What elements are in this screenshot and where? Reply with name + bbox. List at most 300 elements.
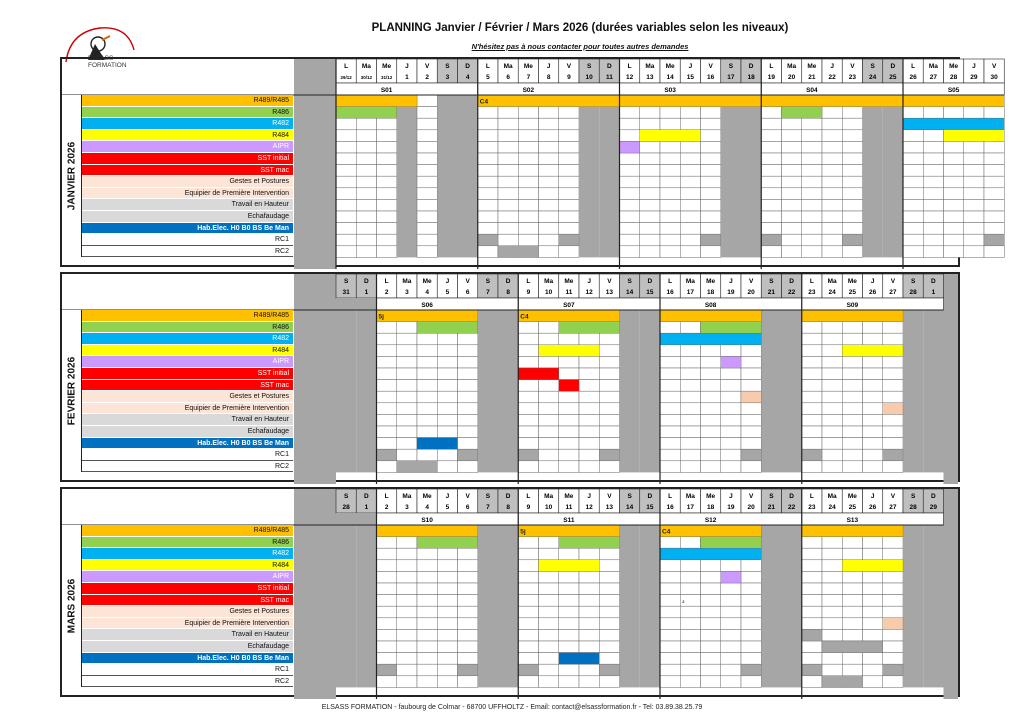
grid-cell [518,130,538,142]
day-number: 8 [506,289,510,296]
grid-cell [903,130,923,142]
grid-cell [923,246,943,258]
grid-cell [842,403,862,415]
grid-cell [822,211,842,223]
day-letter: L [809,493,814,500]
weekend-column [620,525,640,687]
session-note: 2 [682,599,685,605]
grid-cell [701,199,721,211]
footer-contact: ELSASS FORMATION - faubourg de Colmar - 68700 UFFHOLTZ - Email: contact@elsassformation.fr - Tel: 03.89.38.25.79 [321,704,703,711]
grid-cell [761,107,781,119]
grid-cell [660,461,680,473]
grid-cell [579,548,599,560]
grid-cell [680,414,700,426]
grid-cell [417,676,437,688]
day-number: 2 [384,289,389,296]
grid-cell [377,641,397,653]
grid-cell [660,449,680,461]
grid-cell [802,414,822,426]
grid-cell [478,153,498,165]
grid-cell [822,595,842,607]
grid-cell [377,461,397,473]
day-letter: V [708,63,713,70]
day-letter: J [688,63,693,70]
day-letter: J [870,278,875,285]
grid-cell [863,548,883,560]
weekend-column [498,525,518,687]
grid-cell [741,641,761,653]
grid-cell [417,641,437,653]
grid-cell [518,438,538,450]
grid-cell [701,449,721,461]
grid-cell [964,141,984,153]
grid-cell [559,438,579,450]
week-header [802,513,944,525]
session-bar [417,537,478,549]
grid-cell [437,676,457,688]
grid-cell [660,223,680,235]
grid-cell [802,380,822,392]
grid-cell [539,403,559,415]
grid-cell [518,188,538,200]
day-letter: V [748,278,754,285]
grid-cell [923,153,943,165]
grid-cell [397,583,417,595]
grid-cell [984,188,1004,200]
day-letter: J [445,493,450,500]
grid-cell [620,234,640,246]
grid-cell [336,130,356,142]
training-label: R489/R485 [82,95,293,107]
grid-cell [903,107,923,119]
grid-cell [437,595,457,607]
grid-cell [741,618,761,630]
grid-cell [518,153,538,165]
grid-cell [377,188,397,200]
grid-cell [802,356,822,368]
grid-cell [539,246,559,258]
grid-cell [356,153,376,165]
grid-cell [863,391,883,403]
grid-cell [417,629,437,641]
grid-cell [539,188,559,200]
grid-cell [984,223,1004,235]
grid-cell [883,414,903,426]
grid-cell [822,345,842,357]
day-letter: V [465,278,470,285]
day-letter: V [890,278,896,285]
grid-cell [559,211,579,223]
training-label: SST initial [82,153,293,165]
training-label: SST mac [82,380,293,392]
week-header [620,83,762,95]
grid-cell [559,153,579,165]
grid-cell [599,618,619,630]
grid-cell [518,595,538,607]
grid-cell [458,345,478,357]
grid-cell [741,403,761,415]
grid-cell [478,199,498,211]
grid-cell [579,641,599,653]
grid-cell [680,537,700,549]
grid-cell [417,595,437,607]
session-bar [721,356,741,368]
grid-cell [518,223,538,235]
grid-cell [883,356,903,368]
trailing-gap [944,489,959,699]
grid-cell [721,676,741,688]
day-number: 9 [567,74,571,81]
grid-cell [964,107,984,119]
day-number: 14 [626,504,634,511]
grid-cell [458,333,478,345]
grid-cell [741,461,761,473]
day-letter: S [870,63,875,70]
grid-cell [863,438,883,450]
grid-cell [640,176,660,188]
day-number: 15 [646,289,654,296]
grid-cell [579,618,599,630]
grid-cell [822,449,842,461]
grid-cell [660,153,680,165]
day-letter: D [748,63,754,70]
day-number: 14 [666,74,674,81]
grid-cell [822,176,842,188]
session-bar [802,629,822,641]
day-number: 13 [646,74,654,81]
week-label: S13 [846,517,859,524]
grid-cell [458,571,478,583]
training-label: R486 [82,107,293,119]
weekend-column [721,95,741,257]
weekend-column [437,95,457,257]
day-number: 25 [848,289,856,296]
grid-cell [559,414,579,426]
training-label: Echafaudage [82,641,293,653]
grid-cell [559,449,579,461]
day-number: 10 [545,289,553,296]
grid-cell [660,322,680,334]
training-label: RC1 [82,449,293,461]
grid-cell [863,449,883,461]
grid-cell [539,391,559,403]
grid-cell [397,606,417,618]
grid-cell [559,595,579,607]
day-letter: Ma [402,278,412,285]
grid-cell [741,629,761,641]
grid-cell [417,356,437,368]
day-number: 29 [970,74,978,81]
weekend-column [903,525,923,687]
day-number: 17 [686,289,694,296]
grid-cell [863,368,883,380]
grid-cell [579,629,599,641]
grid-cell [336,188,356,200]
session-bar [802,525,903,537]
week-label: S11 [563,517,575,524]
day-letter: Ma [827,278,837,285]
grid-cell [863,403,883,415]
grid-cell [518,414,538,426]
grid-cell [701,391,721,403]
day-number: 13 [605,504,613,511]
grid-cell [883,368,903,380]
month-side-label [62,310,82,472]
grid-cell [680,653,700,665]
session-bar [741,391,761,403]
session-bar [417,322,478,334]
week-header [377,513,519,525]
session-bar [377,310,478,322]
session-bar [782,107,823,119]
grid-cell [782,199,802,211]
grid-cell [599,606,619,618]
grid-cell [802,583,822,595]
grid-cell [498,165,518,177]
grid-cell [478,165,498,177]
week-label: S02 [522,87,535,94]
grid-cell [377,571,397,583]
grid-cell [539,130,559,142]
day-number: 16 [707,74,715,81]
grid-cell [680,153,700,165]
training-label: R486 [82,537,293,549]
grid-cell [336,165,356,177]
grid-cell [964,188,984,200]
training-label: RC1 [82,664,293,676]
week-header [761,83,903,95]
grid-cell [518,356,538,368]
day-number: 26 [909,74,917,81]
grid-cell [336,153,356,165]
day-number: 7 [486,289,490,296]
grid-cell [822,153,842,165]
day-letter: S [769,493,774,500]
grid-cell [944,176,964,188]
grid-cell [599,571,619,583]
grid-cell [802,618,822,630]
logo-text: ELSASS FORMATION [88,55,127,69]
day-number: 19 [727,504,735,511]
gap-column [294,59,336,269]
day-number: 9 [526,289,531,296]
grid-cell [680,211,700,223]
day-letter: V [566,63,572,70]
grid-cell [842,426,862,438]
grid-cell [660,141,680,153]
grid-cell [579,461,599,473]
session-bar [640,130,701,142]
grid-cell [822,664,842,676]
day-letter: Me [665,63,675,70]
grid-cell [701,414,721,426]
grid-cell [518,391,538,403]
grid-cell [701,141,721,153]
session-bar [701,322,762,334]
day-letter: Me [422,493,432,500]
grid-cell [518,606,538,618]
weekend-column [336,310,356,472]
grid-cell [356,141,376,153]
grid-cell [741,368,761,380]
grid-cell [802,234,822,246]
grid-cell [458,583,478,595]
day-number: 30/12 [360,75,373,80]
session-bar [377,664,397,676]
grid-cell [579,438,599,450]
grid-cell [417,345,437,357]
grid-cell [599,426,619,438]
day-number: 6 [506,74,510,81]
day-letter: Me [949,63,959,70]
grid-cell [842,223,862,235]
grid-cell [680,629,700,641]
grid-cell [478,211,498,223]
session-bar [518,664,538,676]
grid-cell [559,118,579,130]
grid-cell [883,426,903,438]
grid-cell [498,188,518,200]
grid-cell [599,414,619,426]
grid-cell [842,414,862,426]
grid-cell [397,676,417,688]
grid-cell [761,176,781,188]
grid-cell [863,606,883,618]
grid-cell [377,176,397,188]
grid-cell [356,130,376,142]
grid-cell [701,188,721,200]
grid-cell [863,380,883,392]
grid-cell [498,141,518,153]
grid-cell [599,380,619,392]
grid-cell [559,641,579,653]
grid-cell [782,234,802,246]
day-number: 15 [686,74,694,81]
grid-cell [701,629,721,641]
grid-cell [377,223,397,235]
grid-cell [923,223,943,235]
grid-cell [377,118,397,130]
grid-cell [903,199,923,211]
day-letter: D [647,278,653,285]
day-number: 27 [889,504,897,511]
grid-cell [417,548,437,560]
grid-cell [559,461,579,473]
grid-cell [680,676,700,688]
grid-cell [701,618,721,630]
day-number: 30 [990,74,998,81]
grid-cell [579,391,599,403]
session-bar [539,345,600,357]
session-bar [802,449,822,461]
grid-cell [863,595,883,607]
day-letter: V [748,493,754,500]
day-number: 28 [909,504,917,511]
day-number: 22 [788,504,796,511]
grid-cell [417,403,437,415]
session-bar [660,548,761,560]
training-label: Equipier de Première Intervention [82,403,293,415]
grid-cell [518,461,538,473]
grid-cell [822,130,842,142]
grid-cell [923,141,943,153]
weekend-column [336,525,356,687]
week-header [377,298,519,310]
day-letter: D [647,493,653,500]
grid-cell [336,246,356,258]
grid-cell [599,403,619,415]
grid-cell [721,345,741,357]
session-bar [741,449,761,461]
grid-cell [417,606,437,618]
session-bar [741,664,761,676]
week-header-gap [336,513,377,525]
grid-cell [539,676,559,688]
grid-cell [680,234,700,246]
session-bar [822,676,863,688]
week-header [336,83,478,95]
grid-cell [458,426,478,438]
day-number: 6 [465,289,470,296]
grid-cell [579,583,599,595]
grid-cell [356,223,376,235]
grid-cell [417,368,437,380]
session-bar [377,449,397,461]
grid-cell [984,246,1004,258]
week-label: S03 [664,87,676,94]
grid-cell [802,606,822,618]
grid-cell [721,368,741,380]
grid-cell [498,211,518,223]
grid-cell [640,153,660,165]
grid-cell [680,438,700,450]
grid-cell [377,368,397,380]
session-bar [397,461,438,473]
grid-cell [518,345,538,357]
grid-cell [579,571,599,583]
training-label: Gestes et Postures [82,606,293,618]
grid-cell [377,345,397,357]
grid-cell [458,560,478,572]
grid-cell [498,107,518,119]
grid-cell [336,141,356,153]
grid-cell [397,560,417,572]
grid-cell [437,449,457,461]
session-bar [903,118,1004,130]
grid-cell [640,199,660,211]
grid-cell [944,211,964,223]
grid-cell [518,333,538,345]
grid-cell [356,118,376,130]
grid-cell [822,223,842,235]
grid-cell [417,560,437,572]
day-letter: J [587,493,591,500]
training-label: SST mac [82,595,293,607]
grid-cell [721,461,741,473]
weekend-column [883,95,903,257]
grid-cell [721,438,741,450]
day-letter: S [627,493,632,500]
grid-cell [620,211,640,223]
day-number: 17 [686,504,694,511]
training-label: RC2 [82,676,293,688]
grid-cell [680,380,700,392]
day-letter: S [485,493,491,500]
session-bar [377,525,478,537]
day-letter: J [546,63,551,70]
grid-cell [984,165,1004,177]
grid-cell [640,141,660,153]
